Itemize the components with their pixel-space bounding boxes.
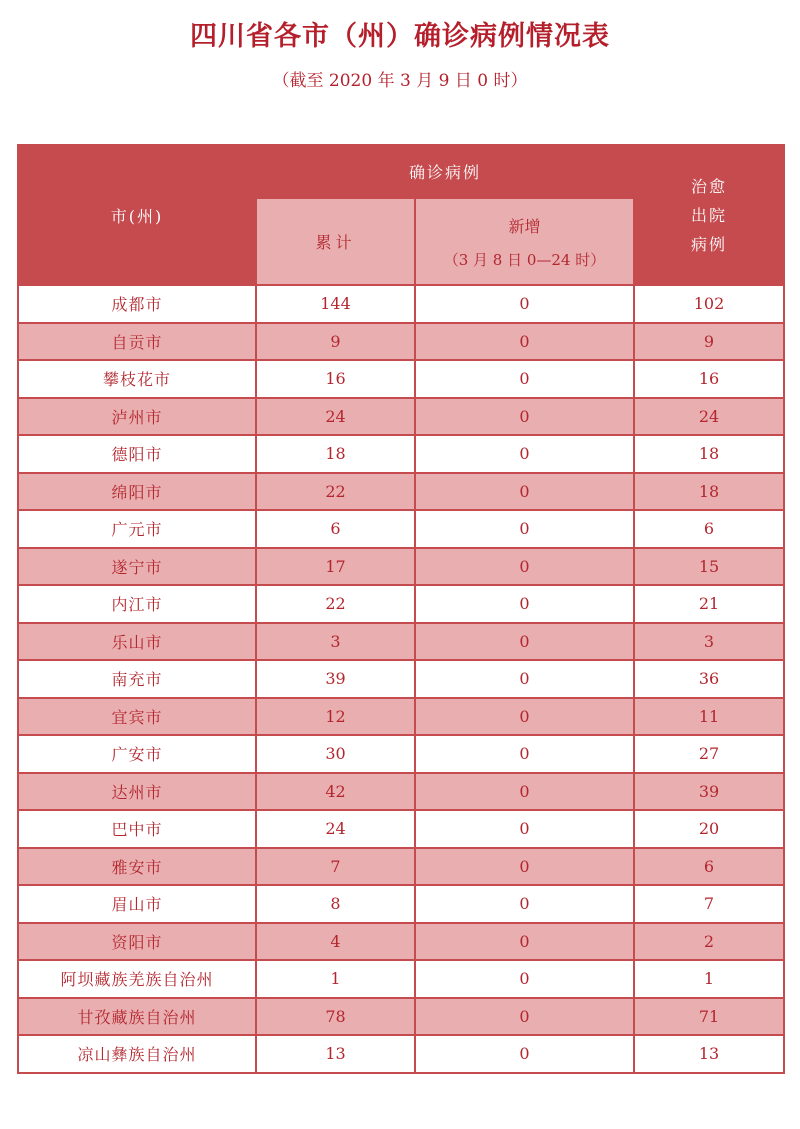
cumulative-cell: 39 [256,660,415,698]
table-row [18,548,784,586]
cumulative-cell: 78 [256,998,415,1036]
table-row [18,435,784,473]
new-cell: 0 [415,923,634,961]
city-cell: 资阳市 [18,923,256,961]
table-row [18,360,784,398]
cases-table [17,144,785,1074]
new-cell: 0 [415,548,634,586]
header-new [415,198,634,285]
cumulative-cell: 17 [256,548,415,586]
cumulative-cell: 42 [256,773,415,811]
cured-cell: 39 [634,773,784,811]
table-row [18,585,784,623]
city-cell: 广安市 [18,735,256,773]
cumulative-cell: 4 [256,923,415,961]
city-cell: 广元市 [18,510,256,548]
city-cell: 宜宾市 [18,698,256,736]
table-row [18,473,784,511]
cumulative-cell: 1 [256,960,415,998]
table-row [18,1035,784,1073]
new-cell: 0 [415,285,634,323]
header-cured-line3: 病例 [691,234,728,254]
new-cell: 0 [415,323,634,361]
cured-cell: 6 [634,510,784,548]
table-row [18,998,784,1036]
city-cell: 眉山市 [18,885,256,923]
city-cell: 凉山彝族自治州 [18,1035,256,1073]
cured-cell: 16 [634,360,784,398]
cured-cell: 15 [634,548,784,586]
city-cell: 德阳市 [18,435,256,473]
new-cell: 0 [415,510,634,548]
page-title: 四川省各市（州）确诊病例情况表 [190,21,610,52]
city-cell: 泸州市 [18,398,256,436]
city-cell: 巴中市 [18,810,256,848]
city-cell: 乐山市 [18,623,256,661]
header-confirmed: 确诊病例 [256,145,634,198]
table-row [18,698,784,736]
city-cell: 雅安市 [18,848,256,886]
city-cell: 绵阳市 [18,473,256,511]
cured-cell: 3 [634,623,784,661]
table-row [18,848,784,886]
cured-cell: 27 [634,735,784,773]
new-cell: 0 [415,1035,634,1073]
table-row [18,885,784,923]
new-cell: 0 [415,885,634,923]
header-cured-line2: 出院 [691,205,728,225]
city-cell: 自贡市 [18,323,256,361]
header-city: 市(州) [18,145,256,285]
new-cell: 0 [415,810,634,848]
header-new-range: （3 月 8 日 0—24 时） [443,250,606,269]
table-row [18,623,784,661]
cured-cell: 18 [634,473,784,511]
new-cell: 0 [415,585,634,623]
city-cell: 攀枝花市 [18,360,256,398]
city-cell: 成都市 [18,285,256,323]
table-row [18,923,784,961]
cumulative-cell: 8 [256,885,415,923]
new-cell: 0 [415,848,634,886]
cumulative-cell: 144 [256,285,415,323]
new-cell: 0 [415,623,634,661]
cumulative-cell: 18 [256,435,415,473]
cured-cell: 102 [634,285,784,323]
new-cell: 0 [415,735,634,773]
cumulative-cell: 16 [256,360,415,398]
table-row [18,735,784,773]
new-cell: 0 [415,398,634,436]
city-cell: 阿坝藏族羌族自治州 [18,960,256,998]
cumulative-cell: 22 [256,585,415,623]
cured-cell: 24 [634,398,784,436]
new-cell: 0 [415,998,634,1036]
cumulative-cell: 9 [256,323,415,361]
city-cell: 内江市 [18,585,256,623]
new-cell: 0 [415,960,634,998]
cumulative-cell: 6 [256,510,415,548]
new-cell: 0 [415,473,634,511]
header-new-label: 新增 [508,216,541,236]
cured-cell: 2 [634,923,784,961]
new-cell: 0 [415,360,634,398]
cured-cell: 1 [634,960,784,998]
table-row [18,810,784,848]
page-subtitle: （截至 2020 年 3 月 9 日 0 时） [272,71,528,91]
header-cured-line1: 治愈 [691,176,728,196]
cumulative-cell: 12 [256,698,415,736]
cumulative-cell: 7 [256,848,415,886]
table-row [18,398,784,436]
cured-cell: 9 [634,323,784,361]
cured-cell: 71 [634,998,784,1036]
cumulative-cell: 30 [256,735,415,773]
cumulative-cell: 13 [256,1035,415,1073]
table-row [18,660,784,698]
header-cumulative: 累计 [256,198,415,285]
city-cell: 遂宁市 [18,548,256,586]
cumulative-cell: 24 [256,398,415,436]
city-cell: 南充市 [18,660,256,698]
table-row [18,323,784,361]
cumulative-cell: 22 [256,473,415,511]
new-cell: 0 [415,435,634,473]
header-cured [634,145,784,285]
new-cell: 0 [415,773,634,811]
cumulative-cell: 24 [256,810,415,848]
cured-cell: 18 [634,435,784,473]
cured-cell: 20 [634,810,784,848]
cured-cell: 21 [634,585,784,623]
new-cell: 0 [415,698,634,736]
new-cell: 0 [415,660,634,698]
city-cell: 达州市 [18,773,256,811]
cured-cell: 13 [634,1035,784,1073]
cumulative-cell: 3 [256,623,415,661]
cured-cell: 6 [634,848,784,886]
cured-cell: 7 [634,885,784,923]
city-cell: 甘孜藏族自治州 [18,998,256,1036]
table-row [18,285,784,323]
cured-cell: 36 [634,660,784,698]
cured-cell: 11 [634,698,784,736]
table-row [18,960,784,998]
table-row [18,773,784,811]
table-row [18,510,784,548]
